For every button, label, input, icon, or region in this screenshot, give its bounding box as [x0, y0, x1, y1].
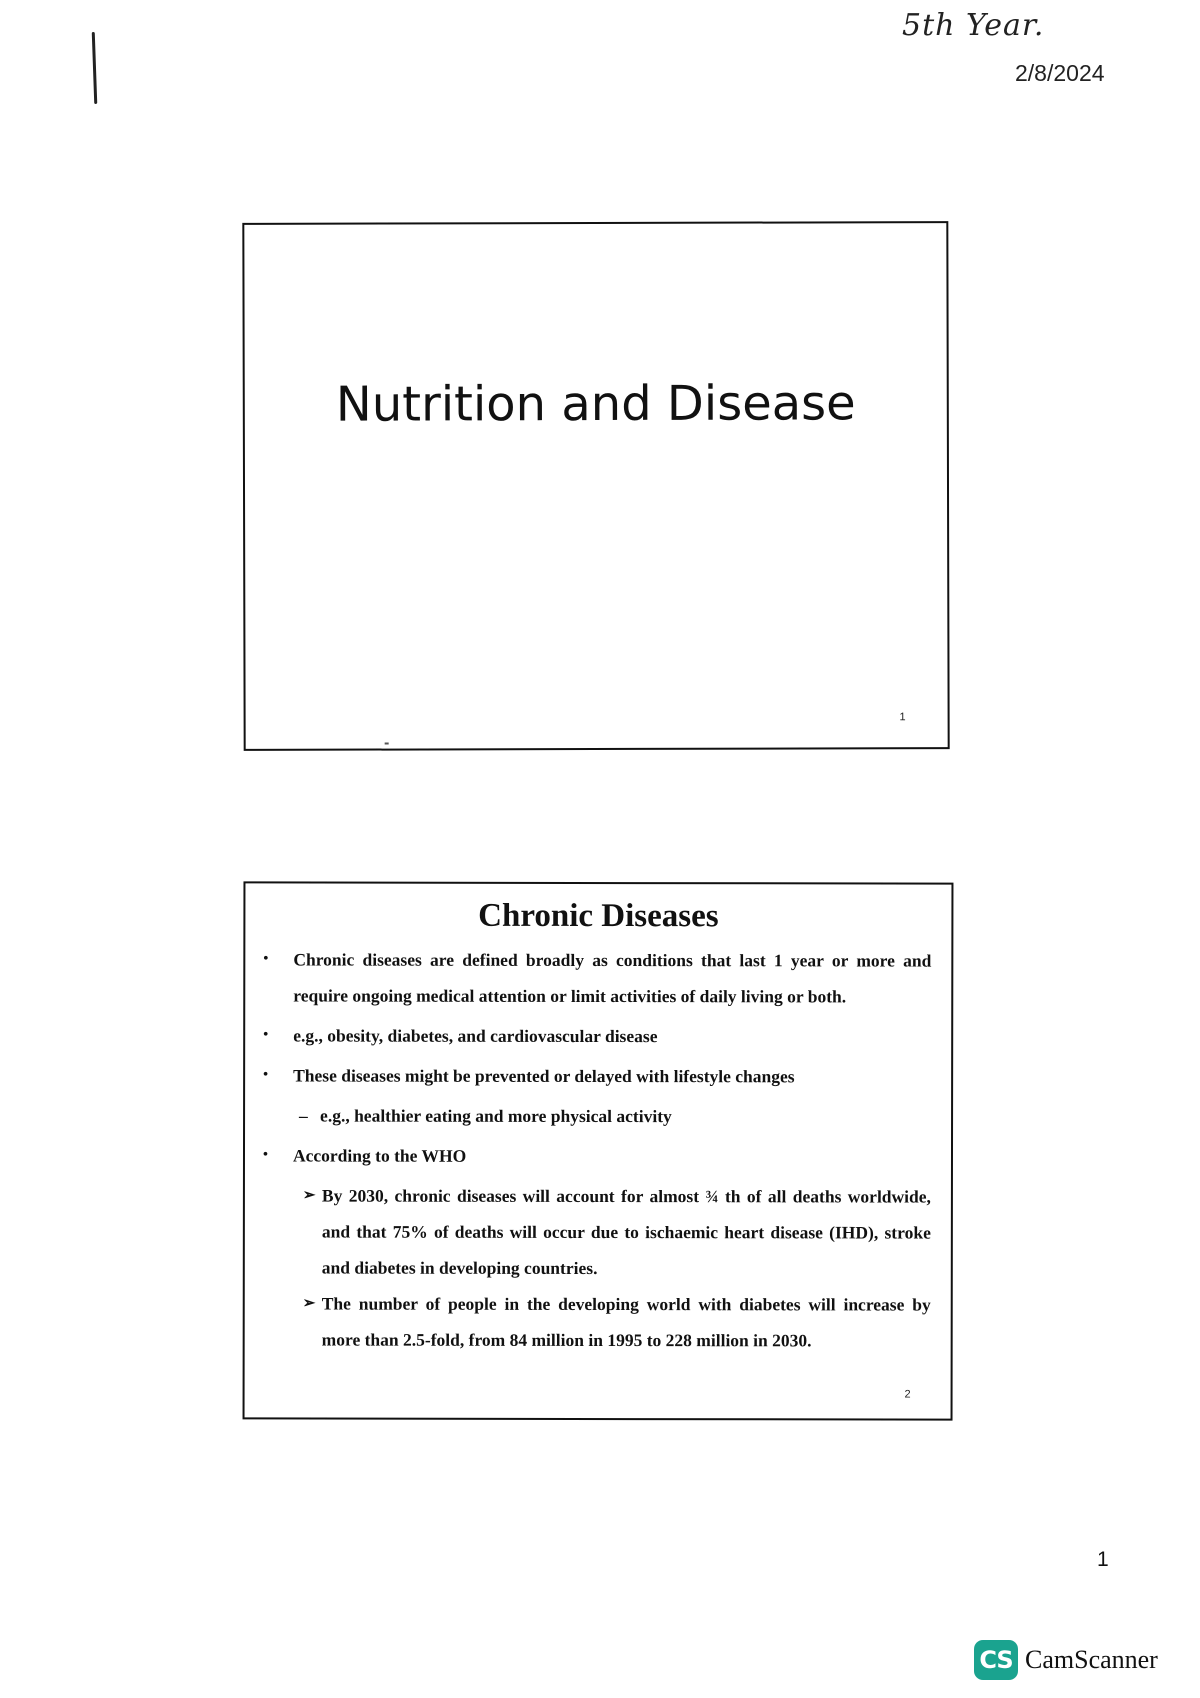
slide-2: [243, 881, 954, 1420]
handwritten-note: 5th Year.: [902, 8, 1045, 43]
bullet-item: [245, 1057, 951, 1094]
slide-2-number: 2: [904, 1388, 911, 1401]
slide-1-number: 1: [899, 711, 906, 724]
bullet-item: [245, 941, 951, 1014]
bullet-dot-icon: •: [262, 1147, 268, 1163]
bullet-text: These diseases might be prevented or delayed with lifestyle changes: [293, 1065, 795, 1087]
dash-icon: –: [299, 1105, 308, 1126]
who-point: [245, 1285, 951, 1358]
who-heading: According to the WHO: [292, 1145, 467, 1166]
sub-bullet-text: e.g., healthier eating and more physical activity: [320, 1105, 672, 1127]
slide-2-content: [245, 941, 952, 1358]
bullet-item: [245, 1137, 951, 1174]
sub-bullet-item: [245, 1097, 951, 1134]
arrow-bullet-icon: ➢: [302, 1295, 316, 1312]
slide-1: [242, 221, 949, 751]
page-number: 1: [1097, 1548, 1109, 1571]
arrow-bullet-icon: ➢: [302, 1187, 316, 1204]
slide-2-title: Chronic Diseases: [478, 897, 719, 935]
bullet-dot-icon: •: [263, 1067, 269, 1083]
bullet-item: [245, 1017, 951, 1054]
who-point-text: By 2030, chronic diseases will account for almost ¾ th of all deaths worldwide, and that 75% of deaths will occur due to ischaemic heart disease (IHD), stroke and diabetes in developing countries.: [321, 1185, 931, 1278]
bullet-dot-icon: •: [263, 951, 269, 967]
camscanner-logo-icon: CS: [974, 1640, 1018, 1680]
scan-speck: [385, 743, 389, 745]
who-point: [245, 1177, 951, 1286]
camscanner-watermark: [974, 1640, 1158, 1680]
document-date: 2/8/2024: [1015, 60, 1105, 86]
slide-1-title: Nutrition and Disease: [335, 375, 856, 433]
camscanner-text: CamScanner: [1025, 1645, 1158, 1674]
who-point-text: The number of people in the developing world with diabetes will increase by more than 2.5-fold, from 84 million in 1995 to 228 million in 2030.: [321, 1293, 931, 1351]
bullet-dot-icon: •: [263, 1027, 269, 1043]
bullet-text: e.g., obesity, diabetes, and cardiovascular disease: [293, 1025, 658, 1047]
handwritten-margin-mark: [92, 32, 98, 104]
bullet-text: Chronic diseases are defined broadly as conditions that last 1 year or more and require ongoing medical attention or limit activities of daily living or both.: [293, 949, 932, 1007]
